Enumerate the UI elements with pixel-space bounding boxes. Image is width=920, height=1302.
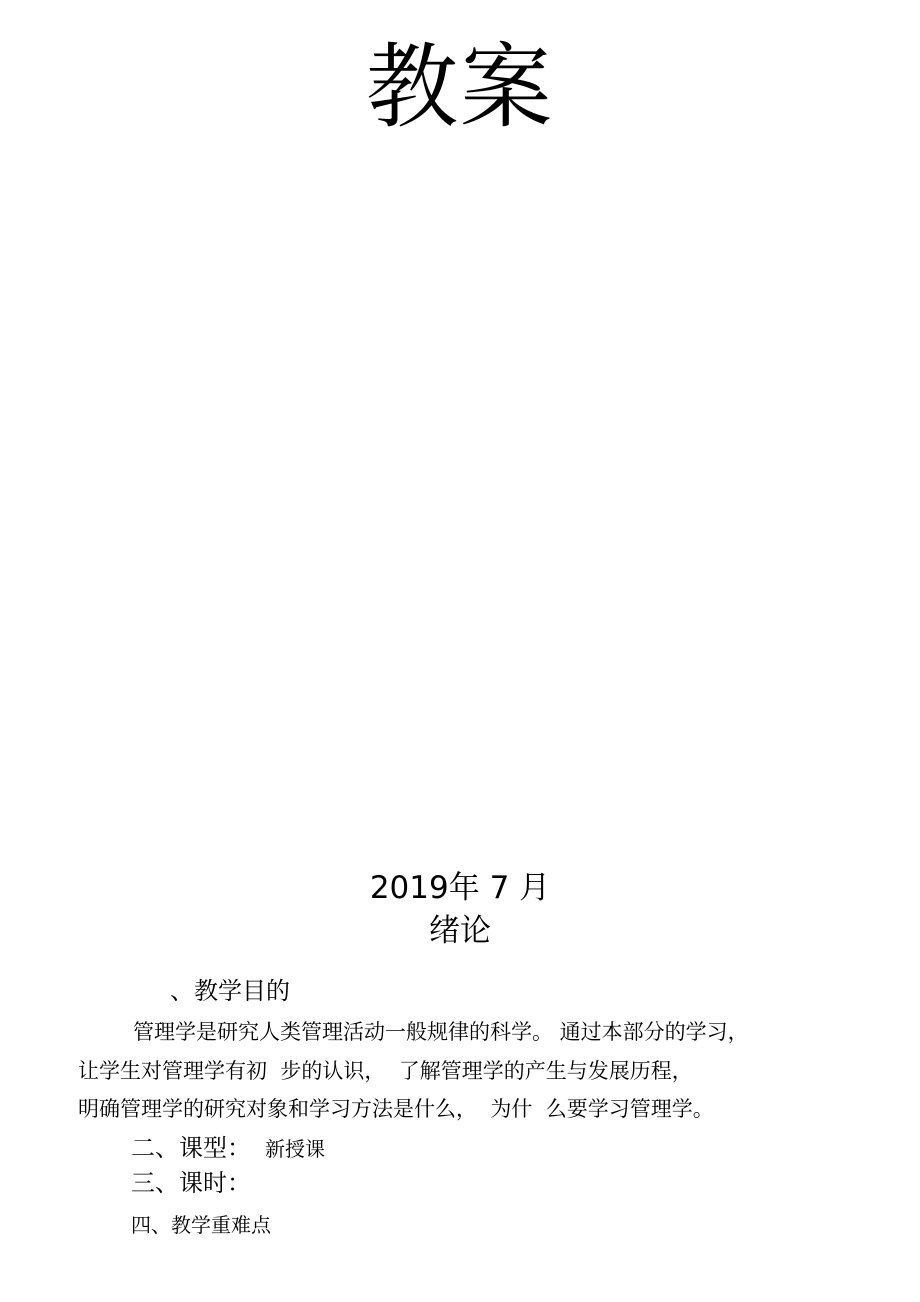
chapter-title: 绪论 (429, 913, 491, 949)
lesson-type-value: 新授课 (265, 1137, 325, 1161)
section-heading-objective: 、教学目的 (170, 977, 290, 1005)
objective-paragraph-line-1: 管理学是研究人类管理活动一般规律的科学。 通过本部分的学习， (133, 1020, 749, 1044)
objective-paragraph-line-2: 让学生对管理学有初 步的认识， 了解管理学的产生与发展历程， (78, 1059, 693, 1083)
section-lesson-hours: 三、课时： (131, 1169, 251, 1197)
document-title: 教案 (365, 34, 554, 141)
lesson-type-label: 二、课型： (131, 1134, 251, 1162)
document-date: 2019年 7 月 (369, 870, 551, 906)
objective-paragraph-line-3: 明确管理学的研究对象和学习方法是什么， 为什 么要学习管理学。 (78, 1097, 714, 1121)
section-lesson-type (131, 1130, 325, 1167)
section-key-points: 四、教学重难点 (131, 1213, 271, 1237)
